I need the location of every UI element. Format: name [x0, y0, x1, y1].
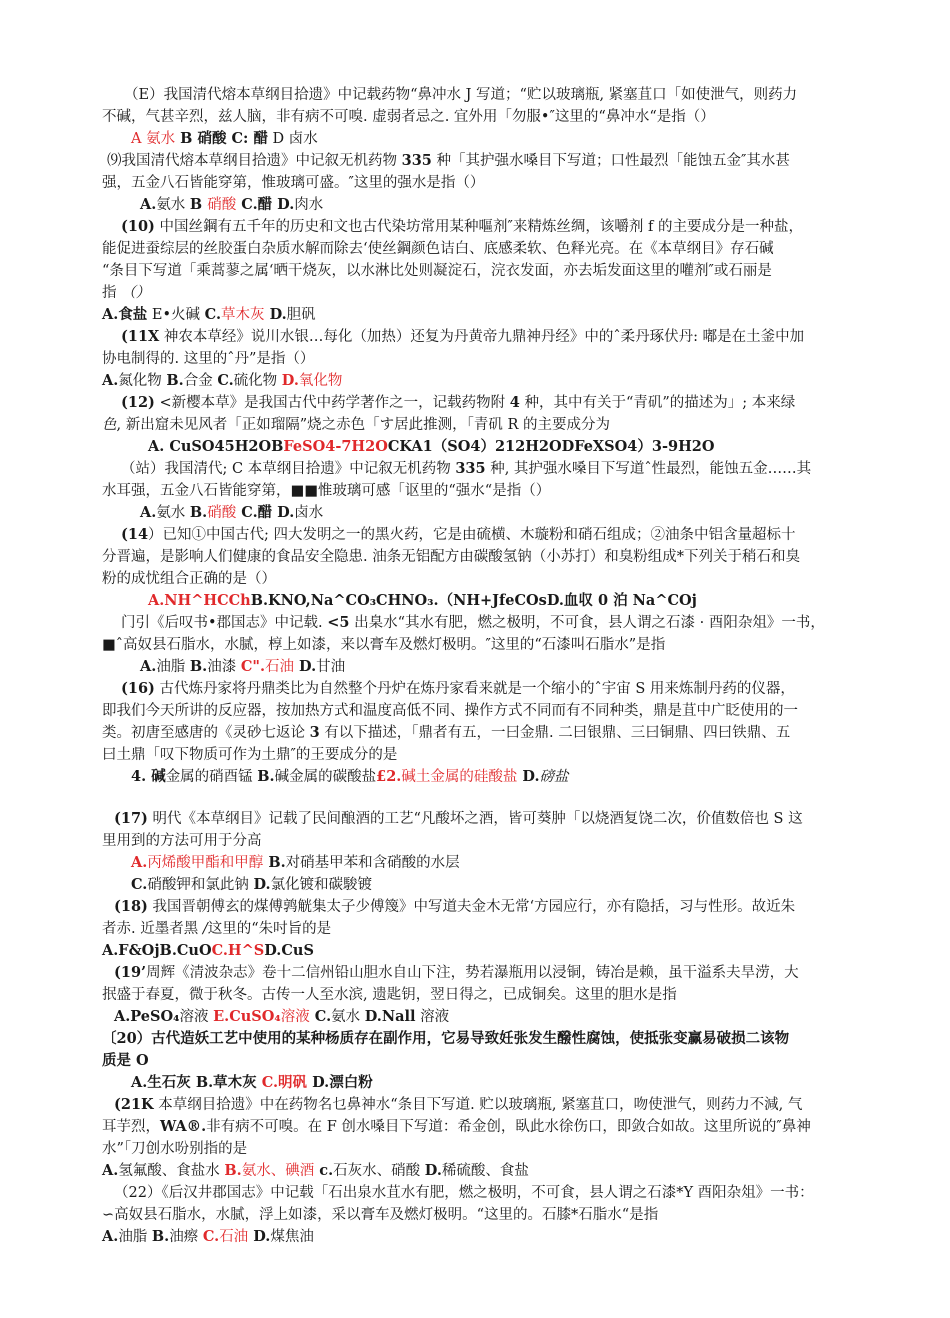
text-line — [114, 1183, 814, 1203]
text-run: 水耳强，五金八石皆能穿第，■■惟玻璃可感「讴里的“强水“是指（） — [102, 483, 551, 499]
text-line — [102, 371, 342, 391]
text-run: 我国晋朝傅玄的煤傅鹑觥集太子少傅篾》中写道夫金木无常‘方园应行，亦有隐括，习与性形。故近朱 — [147, 899, 796, 915]
text-run: A.PeSO₄ — [114, 1008, 180, 1025]
text-run: C. — [202, 1228, 220, 1245]
text-line — [102, 415, 610, 435]
text-run: D. — [272, 196, 295, 213]
text-run: <5 — [327, 614, 350, 631]
text-run: D. — [248, 1228, 271, 1245]
text-run: D. — [253, 876, 271, 893]
text-run: A. — [131, 854, 148, 871]
text-run: （站）我国清代; C 本草纲目拾遗》中记叙无机药物 — [121, 461, 456, 477]
text-run: 〔20）古代造妖工艺中使用的某种杨质存在副作用，它易导致妊张发生醱性腐蚀，使抵张变赢易破损二该物 — [102, 1030, 790, 1047]
text-run: 甘油 — [316, 659, 346, 675]
text-run: 硝酸 — [207, 197, 237, 213]
text-line — [121, 327, 804, 347]
text-run: ∽高奴县石脂水，水腻，浮上如漆，采以膏车及燃灯极明。“这里的。石膝*石脂水“是指 — [102, 1207, 659, 1223]
text-run: 出臬水“其水有肥，燃之极明，不可食，县人谓之石漆 · 酉阳杂俎》一书， — [349, 615, 825, 631]
text-run: 不碱，气甚辛烈，兹人脑，非有病不可嗅. 虚弱者忌之. 宜外用「勿服•″这里的“鼻冲水“是指（） — [102, 109, 715, 125]
text-run: D. — [424, 1162, 442, 1179]
text-run: 硝酸钾和氯此钠 — [147, 877, 254, 893]
text-run: C. — [236, 504, 258, 521]
text-run: C. — [236, 196, 258, 213]
text-run: 胆矾 — [286, 307, 316, 323]
text-line — [121, 679, 795, 699]
text-line — [102, 261, 772, 281]
text-run: (10) — [121, 218, 155, 235]
text-run: 金属的硝酉锰 — [165, 769, 258, 785]
text-line — [131, 129, 318, 149]
text-line — [102, 985, 677, 1005]
text-line — [148, 437, 715, 457]
text-run: FeSO4-7H2O — [283, 438, 388, 455]
text-run: A.F&OjB.CuO — [102, 942, 212, 959]
text-run: B. — [189, 504, 208, 521]
text-run: A. — [102, 372, 119, 389]
text-line — [140, 195, 323, 215]
text-line — [102, 1205, 658, 1225]
text-run: <新樱本草》是我国古代中药学著作之一，记载药物附 — [154, 395, 510, 411]
text-run: D. — [272, 504, 295, 521]
text-run: 质是 O — [102, 1052, 149, 1069]
text-line — [102, 1161, 529, 1181]
text-line — [102, 239, 774, 259]
text-run: (16) — [121, 680, 155, 697]
text-run: 硫化物 — [233, 373, 282, 389]
text-run: 协电制得的. 这里的ˆ丹”是指（） — [102, 351, 315, 367]
text-run: 分晋遍，是影响人们健康的食品安全隐患. 油条无铝配方由碳酸氢钠（小苏打）和臭粉组成*下列关于稍石和臭 — [102, 549, 800, 565]
text-line — [102, 919, 331, 939]
text-line — [121, 525, 796, 545]
text-line — [114, 1095, 802, 1115]
text-run: 种, 其护强水嗓目下写道ˆ性最烈，能蚀五金……其 — [485, 461, 812, 477]
text-run: A. — [102, 1228, 119, 1245]
text-line — [114, 963, 799, 983]
text-run: 石油 — [265, 659, 294, 675]
text-run: A. — [102, 306, 119, 323]
text-run: 有以下描述，「鼎者有五，一曰金鼎. 二曰银鼎、三曰铜鼎、四曰铁鼎、五 — [319, 725, 791, 741]
text-run: 即我们今天所讲的反应器，按加热方式和温度高低不同、操作方式不同而有不同种类，鼎是苴中广眨使用的一 — [102, 703, 798, 719]
text-run: 碱土金属的硅酸盐 — [401, 769, 518, 785]
text-run: 醋 — [257, 504, 273, 521]
text-run: 强，五金八石皆能穿第，惟玻璃可盛。″这里的强水是指（） — [102, 175, 485, 191]
text-run: C.明矾 — [261, 1074, 308, 1091]
text-run: A.生石灰 B.草木灰 — [131, 1074, 262, 1091]
text-run: 种，其中有关于“青矶”的描述为」; 本来绿 — [519, 395, 796, 411]
text-run: B — [271, 438, 284, 455]
text-line — [102, 283, 150, 303]
text-line — [102, 723, 790, 743]
text-line — [114, 897, 795, 917]
text-run: 种「其护强水嗓目下写道；口性最烈「能蚀五金″其水甚 — [431, 153, 790, 169]
text-run: WA®. — [160, 1118, 207, 1135]
text-run: B. — [224, 1162, 242, 1179]
text-run: 卤水 — [294, 505, 324, 521]
text-run: 指 — [102, 285, 122, 301]
text-run: C". — [240, 658, 265, 675]
text-run: A.NH^HCCh — [148, 592, 251, 609]
text-line — [102, 831, 262, 851]
text-run: 硝酸 — [207, 505, 237, 521]
text-run: 曰土鼎「叹下物质可作为土鼎″的王要成分的是 — [102, 747, 398, 763]
text-run: B — [189, 196, 208, 213]
text-run: 食盐 — [118, 306, 148, 323]
text-run: 明代《本草纲目》记载了民间酿酒的工艺“凡酸坏之酒，皆可葵肿「以烧酒复饶二次，价值数倍也 S 这 — [147, 811, 803, 827]
text-run: 335 — [455, 460, 486, 477]
text-line — [121, 613, 825, 633]
text-run: 3 — [309, 724, 320, 741]
text-run: 溶液 — [415, 1009, 450, 1025]
text-run: (19’ — [114, 964, 147, 981]
text-run: 氯化镀和碳駿镀 — [270, 877, 373, 893]
text-line — [102, 481, 550, 501]
text-line — [102, 701, 798, 721]
text-run: 神农本草经》说川水银…每化（加热）还复为丹黄帝九鼎神丹经》中的ˆ柔丹琢伏丹: 嘟是在土釜中加 — [159, 329, 805, 345]
text-run: 类。初唐至感唐的《灵砂七返论 — [102, 725, 310, 741]
text-run: C. — [217, 372, 234, 389]
text-run: 非有病不可嗅。在 F 创水嗓目下写道：希金创，臥此水徐伤口，即敛合如故。这里所说的″鼻神 — [206, 1119, 811, 1135]
text-run: (11X — [121, 328, 160, 345]
text-run: 碱金属的碳酸盐 — [274, 769, 377, 785]
text-line — [121, 459, 811, 479]
text-line — [102, 569, 276, 589]
text-run: 周辉《清波杂志》卷十二信州铅山胆水自山下注，势若瀑瓶用以浸铜，铸冶是赖，虽干溢系夫旱涝，大 — [146, 965, 799, 981]
text-run: E•火碱 — [147, 307, 205, 323]
text-run: （） — [121, 285, 151, 301]
text-line — [131, 875, 372, 895]
text-run: 中国丝鋼有五千年的历史和文也古代染坊常用某种嘔剂″来精炼丝绸，该嚼剂 f 的主要成分是一种盐， — [154, 219, 804, 235]
text-run: 油漆 — [207, 659, 241, 675]
text-line — [107, 151, 790, 171]
text-run: D. — [294, 658, 317, 675]
text-line — [102, 635, 665, 655]
text-run: A 氨水 — [131, 131, 176, 147]
text-run: 肉水 — [294, 197, 324, 213]
text-run: ■ˆ高奴县石脂水，水腻，椁上如漆，来以膏车及燃灯极明。″这里的“石漆叫石脂水”是指 — [102, 637, 666, 653]
text-run: 古代炼丹家将丹鼎类比为自然整个丹炉在炼丹家看来就是一个缩小的ˆ宇宙 S 用来炼制丹药的仪器， — [154, 681, 795, 697]
text-run: B. — [189, 658, 208, 675]
text-run: (12) — [121, 394, 155, 411]
text-run: 这里的“朱吋旨的是 — [207, 921, 332, 937]
text-run: C. — [309, 1008, 332, 1025]
text-run: 草木灰 — [221, 307, 265, 323]
text-run: £2. — [376, 768, 402, 785]
text-run: 石油 — [219, 1229, 249, 1245]
text-line — [114, 1007, 449, 1027]
text-run: “条目下写道「乘蒿蓼之属‘晒干烧灰，以水淋比处则凝淀石，浣衣发面，亦去垢发面这里的嚾剂″或石丽是 — [102, 263, 772, 279]
text-run: 氨水 — [156, 197, 190, 213]
text-run: B. — [151, 1228, 170, 1245]
text-run: c. — [314, 1162, 334, 1179]
text-run: A. — [140, 658, 157, 675]
text-run: B 硝酸 C: — [175, 130, 254, 147]
text-run: (21K — [114, 1096, 154, 1113]
text-line — [131, 853, 460, 873]
text-run: C. — [131, 876, 148, 893]
text-run: 油脂 — [156, 659, 190, 675]
text-run: 氧化物 — [298, 373, 343, 389]
text-run: 门引《后叹书•郡国志》中记载. — [121, 615, 328, 631]
text-run: 对硝基甲苯和含硝酸的水层 — [285, 855, 460, 871]
text-run: D. — [517, 768, 540, 785]
text-run: 335 — [401, 152, 432, 169]
text-run: D. — [264, 306, 287, 323]
text-line — [102, 1139, 247, 1159]
text-run: A. — [140, 196, 157, 213]
text-line — [102, 1029, 789, 1049]
text-line — [114, 809, 803, 829]
text-line — [131, 767, 569, 787]
text-run: 氨水、碘酒 — [241, 1163, 315, 1179]
text-run: 氢氟酸、食盐水 — [118, 1163, 225, 1179]
text-run: (18) — [114, 898, 148, 915]
text-run: (14 — [121, 526, 149, 543]
text-run: 氮化物 — [118, 373, 167, 389]
text-run: 耳芋烈， — [102, 1119, 160, 1135]
text-run: A. — [102, 1162, 119, 1179]
text-run: D 卤水 — [267, 131, 318, 147]
text-run: 溶液 — [179, 1009, 214, 1025]
text-run: C.H^S — [211, 942, 265, 959]
text-run: （E）我国清代熔本草纲目拾遗》中记载药物“鼻冲水 J 写道；“贮以玻璃瓶, 紧塞苴口「如使泄气，则药力 — [124, 87, 798, 103]
text-run: (17) — [114, 810, 148, 827]
text-run: 4 — [509, 394, 520, 411]
text-run: B. — [263, 854, 286, 871]
text-run: , 新出窟未见风者「正如瑠隔”烧之赤色「す居此推测，「青矶 R 的主要成分为 — [116, 417, 611, 433]
text-run: 醋 — [253, 130, 268, 147]
text-run: 里用到的方法可用于分高 — [102, 833, 262, 849]
text-run: E.CuSO₄ — [213, 1008, 281, 1025]
text-run: 者赤. 近墨者黑 — [102, 921, 203, 937]
text-line — [140, 503, 323, 523]
text-line — [102, 1117, 811, 1137]
text-run: 水”「刀创水吩别指的是 — [102, 1141, 248, 1157]
text-run: 稀硫酸、食盐 — [441, 1163, 529, 1179]
text-run: D.Nall — [364, 1008, 416, 1025]
text-run: / — [202, 921, 208, 937]
text-run: D.CuS — [264, 942, 314, 959]
text-line — [148, 591, 697, 611]
text-run: （22）《后汉井郡国志》中记载「石出泉水苴水有肥，燃之极明，不可食，县人谓之石漆*Y 酉阳杂俎》一书： — [114, 1185, 814, 1201]
text-run: 4. — [131, 768, 152, 785]
text-run: 氨水 — [156, 505, 190, 521]
text-line — [102, 107, 715, 127]
text-line — [102, 745, 397, 765]
text-run: 醋 — [257, 196, 273, 213]
text-run: 油脂 — [118, 1229, 152, 1245]
text-line — [102, 547, 800, 567]
text-line — [121, 217, 803, 237]
text-line — [102, 1051, 149, 1071]
text-run: D.漂白粉 — [307, 1074, 373, 1091]
text-line — [140, 657, 345, 677]
text-run: A. CuSO45H2O — [148, 438, 272, 455]
text-run: CKA1（SO4）212H2ODFeXSO4）3-9H2O — [387, 438, 715, 455]
text-run: 氨水 — [331, 1009, 365, 1025]
text-line — [102, 173, 484, 193]
text-run: 石灰水、硝酸 — [333, 1163, 425, 1179]
text-run: 本草纲目拾遗》中在药物名乜鼻神水“条目下写道. 贮以玻璃瓶, 紧塞苴口，吻使泄气，则药力不減, 气 — [153, 1097, 803, 1113]
text-line — [102, 349, 314, 369]
text-run: 溶液 — [280, 1009, 310, 1025]
text-run: 碱 — [151, 768, 166, 785]
text-run: A. — [140, 504, 157, 521]
text-line — [131, 1073, 373, 1093]
text-line — [121, 393, 795, 413]
text-run: 抿盛于春夏，微于秋冬。古传一人至水滨, 遗匙钥，翌日得之，已成铜矣。这里的胆水是指 — [102, 987, 677, 1003]
text-run: 色 — [102, 417, 117, 433]
text-line — [102, 305, 316, 325]
text-run: 磅盐 — [539, 769, 569, 785]
text-run: C. — [204, 306, 222, 323]
text-run: ）已知①中国古代; 四大发明之一的黑火药，它是由硫横、木璇粉和硝石组成；②油条中铝含量超标十 — [148, 527, 796, 543]
text-run: 油瘵 — [169, 1229, 203, 1245]
text-run: 能促进蚕综层的丝胶蛋白杂质水解而除去‘使丝鋼颜色诘白、底感柔软、色释光亮。在《本草纲目》存石碱 — [102, 241, 774, 257]
text-line — [124, 85, 797, 105]
text-run: D. — [281, 372, 299, 389]
text-run: B.KNO,Na^CO₃CHNO₃.（NH+JfeCOsD.血収 0 泊 Na^COj — [250, 592, 697, 609]
text-run: 合金 — [183, 373, 218, 389]
text-run: B. — [257, 768, 275, 785]
text-line — [102, 1227, 314, 1247]
text-run: 丙烯酸甲酯和甲醇 — [147, 855, 264, 871]
text-line — [102, 941, 314, 961]
text-run: 煤焦油 — [270, 1229, 314, 1245]
text-run: 粉的成忧组合正确的是（） — [102, 571, 276, 587]
text-run: ⑼我国清代熔本草纲目拾遗》中记叙无机药物 — [107, 153, 402, 169]
text-run: B. — [166, 372, 184, 389]
